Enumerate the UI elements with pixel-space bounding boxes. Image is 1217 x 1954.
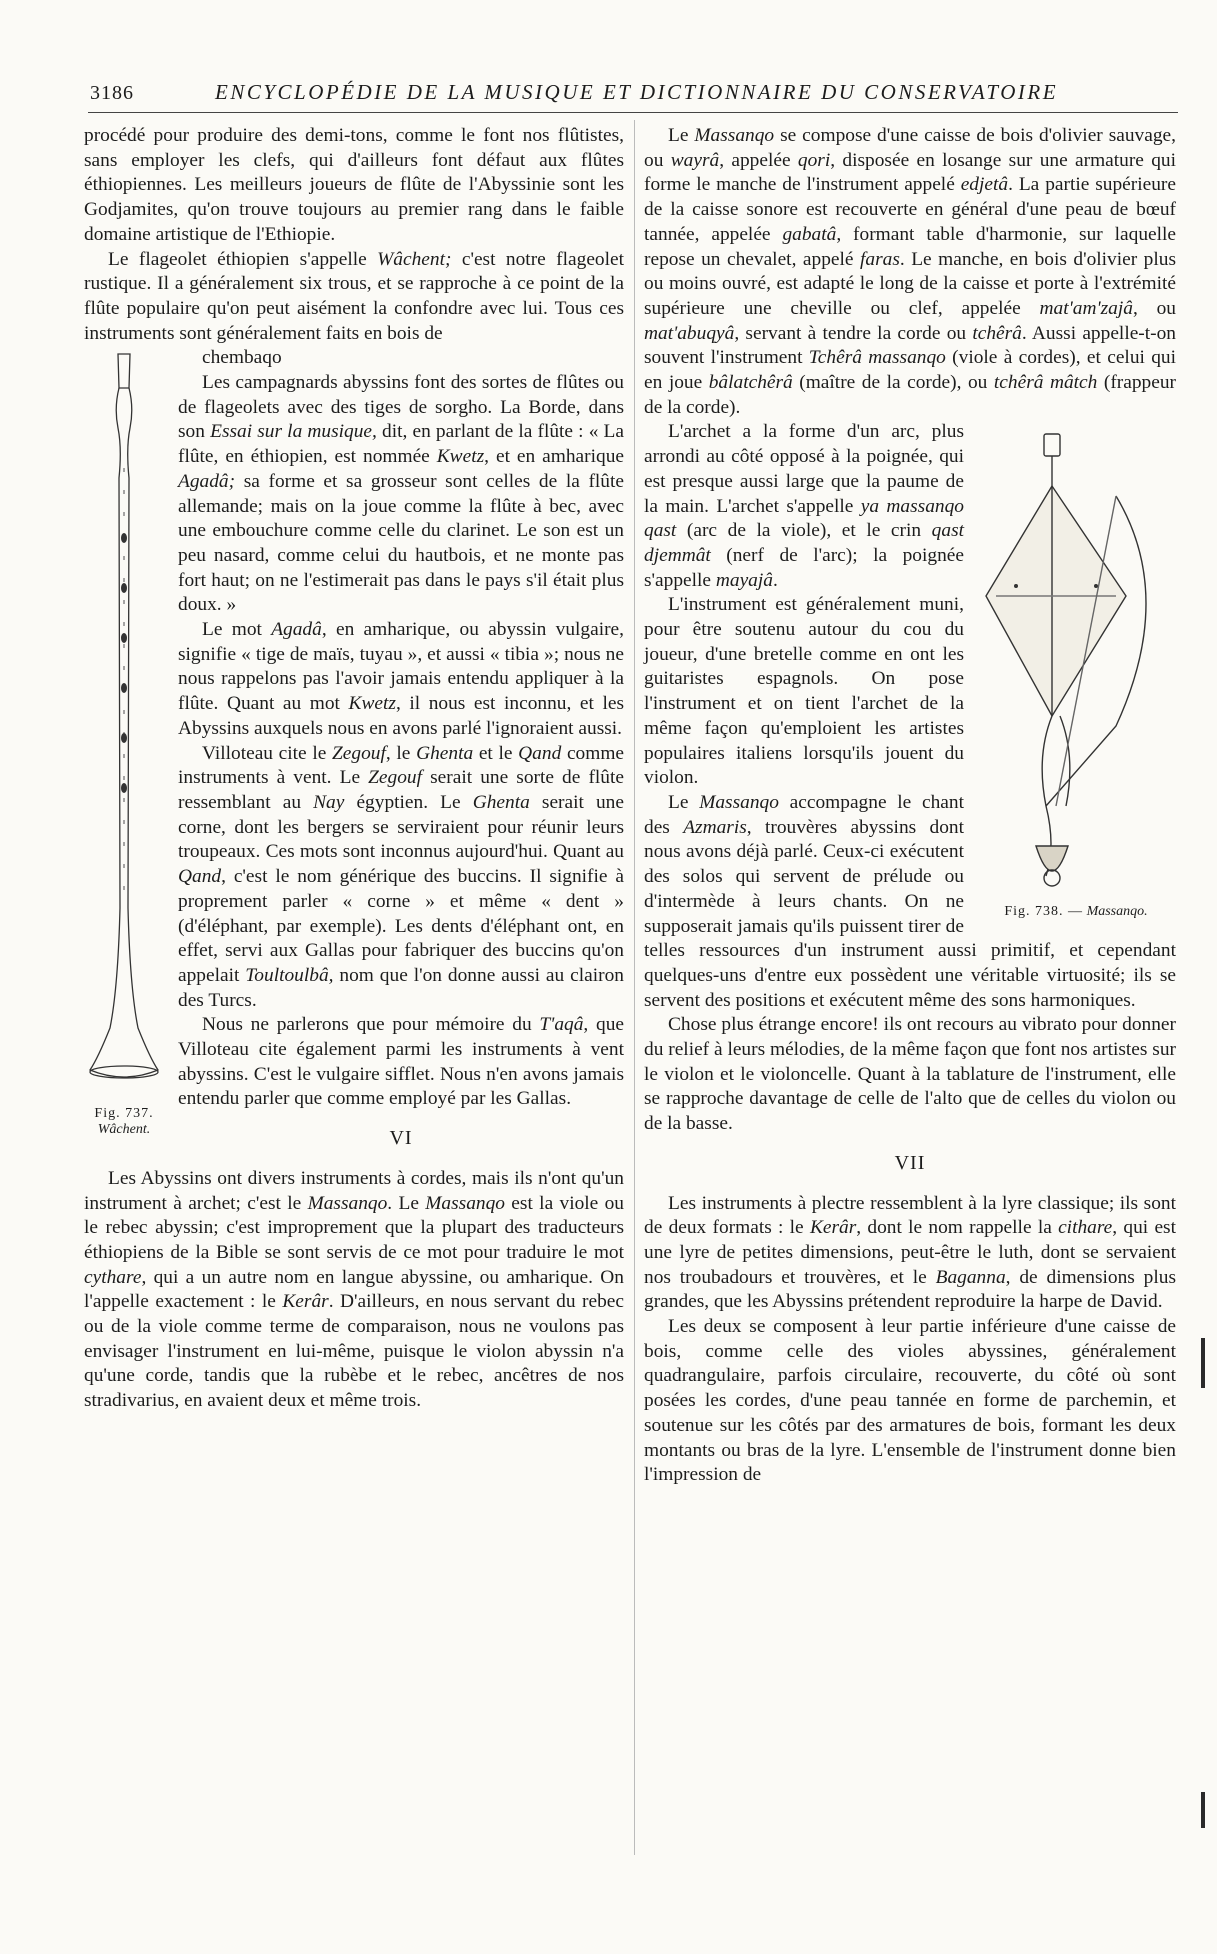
paragraph: Chose plus étrange encore! ils ont recours au vibrato pour donner du relief à leurs mélodies, de la même façon que font nos artistes sur le violon et le violoncelle. Quant à la tablature de l'instrument, elle se rapproche davantage de celle de l'alto que de celles du violon ou de la basse. xyxy=(644,1014,1176,1135)
column-divider xyxy=(634,120,635,1855)
figure-738-caption: Fig. 738. — Massanqo. xyxy=(1004,904,1148,920)
header-rule xyxy=(88,112,1178,113)
paragraph: Le mot Agadâ, en amharique, ou abyssin vulgaire, signifie « tige de maïs, tuyau », et aussi « tibia »; nous ne nous rappelons pas l'avoir jamais entendu appliquer à la flûte. Quant au mot Kwetz, il nous est inconnu, et les Abyssins auxquels nous en avons parlé l'ignoraient aussi. xyxy=(178,619,625,739)
section-heading-vii: VII xyxy=(894,1151,926,1174)
right-column xyxy=(644,124,1176,1488)
page-edge-mark xyxy=(1201,1338,1205,1388)
paragraph: Le flageolet éthiopien s'appelle Wâchent; c'est notre flageolet rustique. Il a généralement six trous, et se rapproche à ce point de la flûte populaire qu'on peut aisément la confondre avec lui. Tous ces instruments sont généralement faits en bois de xyxy=(84,248,624,344)
page-edge-mark xyxy=(1201,1792,1205,1828)
paragraph: L'archet a la forme d'un arc, plus arrondi au côté opposé à la poignée, qui est presque aussi large que la paume de la main. L'archet s'appelle ya massanqo qast (arc de la viole), et le crin qast djemmât (nerf de l'arc); la poignée s'appelle mayajâ. xyxy=(644,421,964,591)
massanqo-illustration xyxy=(976,426,1176,896)
page-header xyxy=(0,78,1217,114)
running-title: ENCYCLOPÉDIE DE LA MUSIQUE ET DICTIONNAIRE DU CONSERVATOIRE xyxy=(215,80,1059,104)
figure-738 xyxy=(976,426,1176,920)
paragraph: Nous ne parlerons que pour mémoire du T'aqâ, que Villoteau cite également parmi les instruments à vent abyssins. C'est le vulgaire sifflet. Nous n'en avons jamais entendu parler que comme employé par les Gallas. xyxy=(178,1014,625,1110)
paragraph: Les instruments à plectre ressemblent à la lyre classique; ils sont de deux formats : le Kerâr, dont le nom rappelle la cithare, qui est une lyre de petites dimensions, peut-être le luth, dont se servaient nos troubadours et trouvères, et le Baganna, de dimensions plus grandes, que les Abyssins prétendent reproduire la harpe de David. xyxy=(644,1192,1177,1313)
paragraph: Le Massanqo accompagne le chant des Azmaris, trouvères abyssins dont nous avons déjà parlé. Ceux-ci exécutent des solos qui servent de prélude ou d'intermède à leurs chants. On ne supposerait jamais qu'ils puissent tirer de telles ressources d'un instrument aussi primitif, et cependant quelques-uns d'entre eux possèdent une véritable virtuosité; ils se servent des positions et exécutent même des sons harmoniques. xyxy=(644,791,1176,1011)
paragraph: chembaqo xyxy=(202,347,282,369)
paragraph: Les deux se composent à leur partie inférieure d'une caisse de bois, comme celle des violes abyssines, généralement quadrangulaire, parfois circulaire, recouverte, du côté où sont posées les cordes, d'une peau tannée en forme de parchemin, et soutenue sur les côtés par des armatures de bois, formant les deux montants ou bras de la lyre. L'ensemble de l'instrument donne bien l'impression de xyxy=(644,1316,1176,1486)
flageolet-illustration xyxy=(84,348,164,1098)
section-heading-vi: VI xyxy=(389,1127,413,1150)
paragraph: Les campagnards abyssins font des sortes de flûtes ou de flageolets avec des tiges de sorgho. La Borde, dans son Essai sur la musique, dit, en parlant de la flûte : « La flûte, en éthiopien, est nommée Kwetz, et en amharique Agadâ; sa forme et sa grosseur sont celles de la flûte allemande; mais on la joue comme la flûte à bec, avec une embouchure comme celle du clarinet. Le son est un peu nasard, comme celui du hautbois, et ne monte pas fort haut; on ne l'estimerait pas dans le pays s'il était plus doux. » xyxy=(178,372,624,616)
page-number: 3186 xyxy=(90,82,134,104)
paragraph: Villoteau cite le Zegouf, le Ghenta et le Qand comme instruments à vent. Le Zegouf serait une sorte de flûte ressemblant au Nay égyptien. Le Ghenta serait une corne, dont les bergers se serviraient pour réunir leurs troupeaux. Ces mots sont inconnus aujourd'hui. Quant au Qand, c'est le nom générique des buccins. Il signifie à proprement parler « corne » et même « dent » (d'éléphant, par exemple). Les dents d'éléphant ont, en effet, servi aux Gallas pour fabriquer des buccins qu'on appelait Toultoulbâ, nom que l'on donne aussi au clairon des Turcs. xyxy=(178,742,625,1011)
figure-737 xyxy=(84,348,164,1138)
paragraph: Les Abyssins ont divers instruments à cordes, mais ils n'ont qu'un instrument à archet; c'est le Massanqo. Le Massanqo est la viole ou le rebec abyssin; c'est improprement que la plupart des traducteurs éthiopiens de la Bible se sont servis de ce mot pour traduire le mot cythare, qui a un autre nom en langue abyssine, ou amharique. On l'appelle exactement : le Kerâr. D'ailleurs, en nous servant du rebec ou de la viole comme terme de comparaison, nous ne voulons pas envisager l'instrument en lui-même, puisque le violon abyssin n'a qu'une corde, tandis que la rubèbe et le rebec, ancêtres de nos stradivarius, en avaient deux et même trois. xyxy=(84,1167,624,1412)
paragraph: Le Massanqo se compose d'une caisse de bois d'olivier sauvage, ou wayrâ, appelée qori, disposée en losange sur une armature qui forme le manche de l'instrument appelé edjetâ. La partie supérieure de la caisse sonore est recouverte en général d'une peau de bœuf tannée, appelée gabatâ, formant table d'harmonie, sur laquelle repose un chevalet, appelé faras. Le manche, en bois d'olivier plus ou moins ouvré, est adapté le long de la caisse et porte à l'extrémité supérieure une cheville ou clef, appelée mat'am'zajâ, ou mat'abuqyâ, servant à tendre la corde ou tchêrâ. Aussi appelle-t-on souvent l'instrument Tchêrâ massanqo (viole à cordes), et celui qui en joue bâlatchêrâ (maître de la corde), ou tchêrâ mâtch (frappeur de la corde). xyxy=(644,125,1177,418)
paragraph: procédé pour produire des demi-tons, comme le font nos flûtistes, sans employer les clefs, qui d'ailleurs font défaut aux flûtes éthiopiennes. Les meilleurs joueurs de flûte de l'Abyssinie sont les Godjamites, qu'on trouve toujours au premier rang dans le faible domaine artistique de l'Ethiopie. xyxy=(84,125,624,245)
paragraph: L'instrument est généralement muni, pour être soutenu autour du cou du joueur, d'une bretelle comme en ont les guitaristes espagnols. On pose l'instrument et on tient l'archet de la même façon qu'emploient les artistes populaires italiens lorsqu'ils jouent du violon. xyxy=(644,594,964,789)
left-column xyxy=(84,124,624,1414)
figure-737-caption: Fig. 737. Wâchent. xyxy=(94,1106,154,1138)
